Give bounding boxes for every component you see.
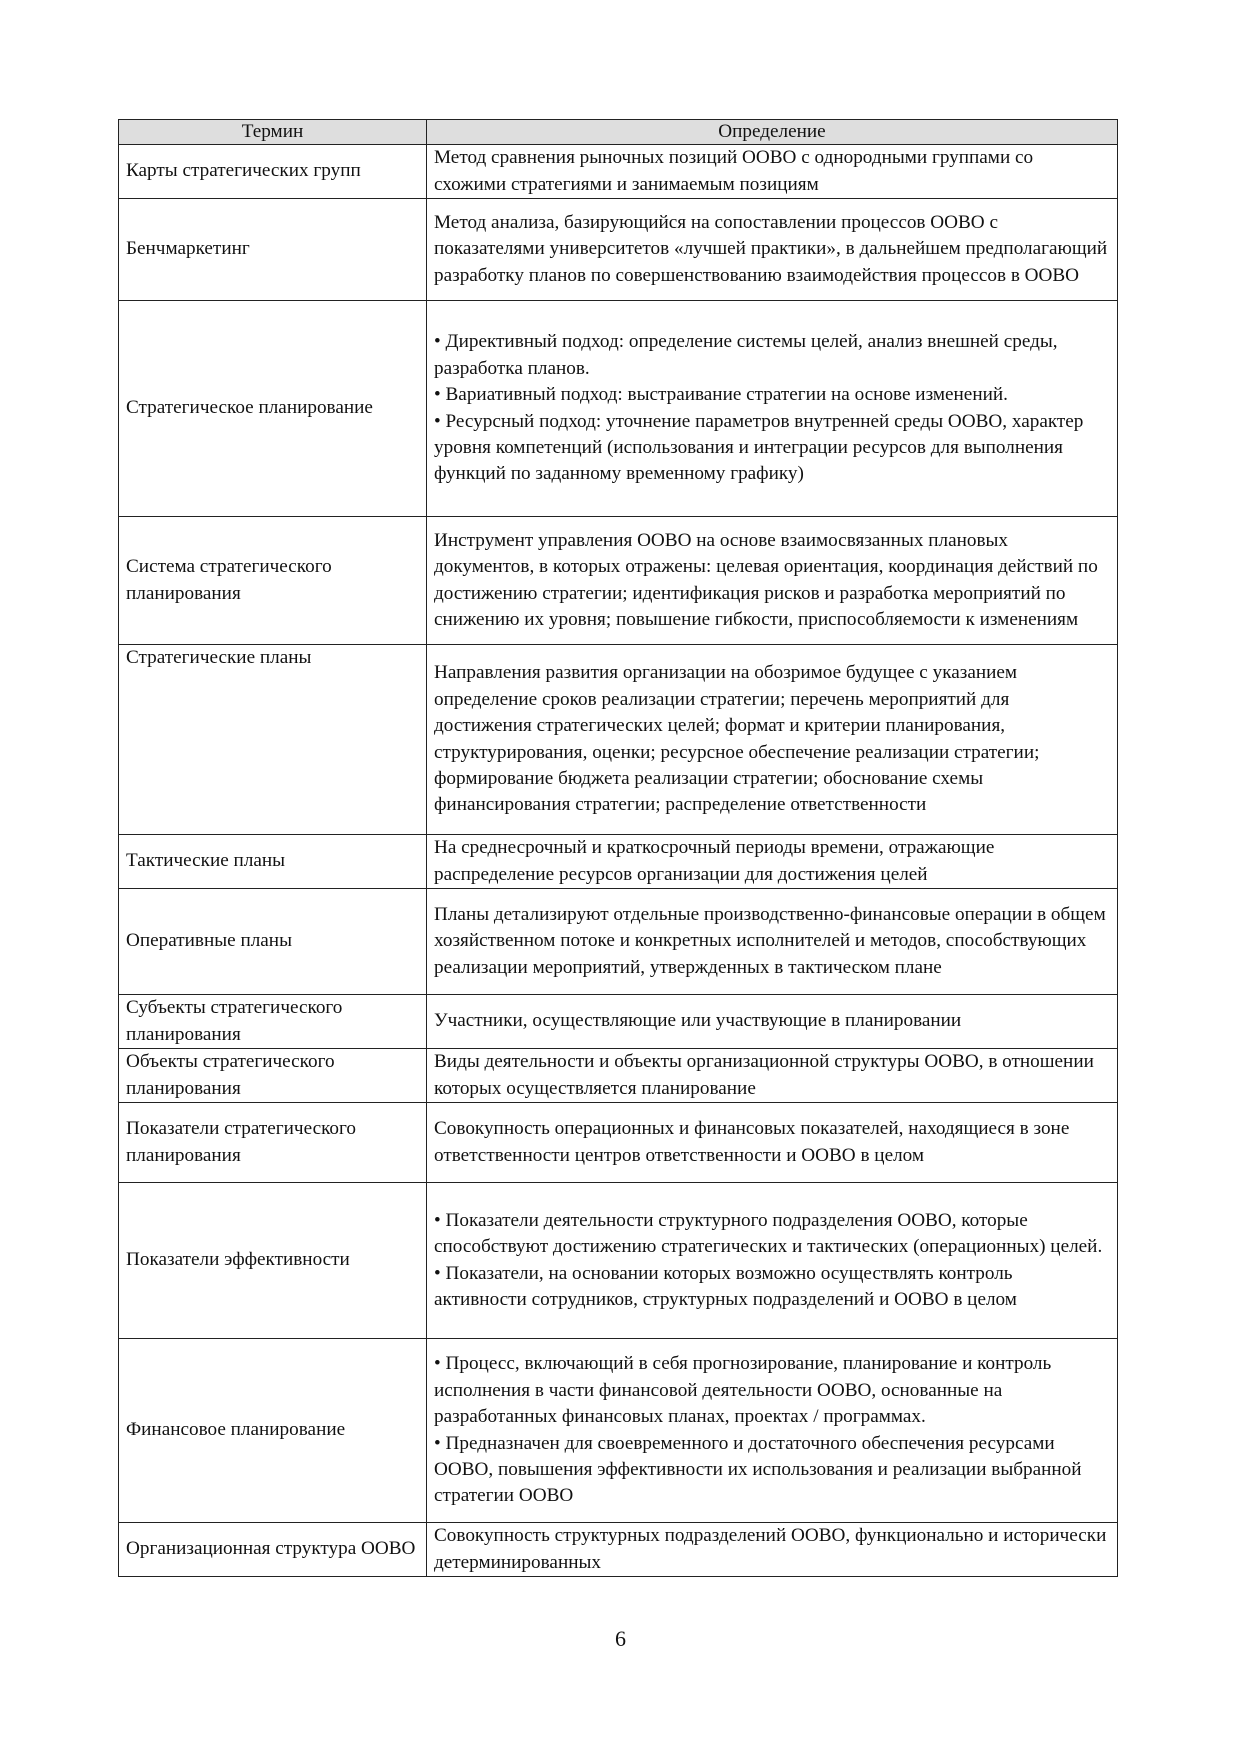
term-cell: Показатели стратегического планирования <box>119 1103 427 1183</box>
definition-bullet: • Вариативный подход: выстраивание стратегии на основе изменений. <box>434 384 1008 406</box>
definition-text: На среднесрочный и краткосрочный периоды времени, отражающие распределение ресурсов организации для достижения целей <box>434 837 995 885</box>
term-cell: Карты стратегических групп <box>119 145 427 199</box>
definition-text: Совокупность структурных подразделений ООВО, функционально и исторически детерминированных <box>434 1525 1107 1573</box>
term-cell: Организационная структура ООВО <box>119 1523 427 1577</box>
definition-text: Метод анализа, базирующийся на сопоставлении процессов ООВО с показателями университетов «лучшей практики», в дальнейшем предполагающий разработку планов по совершенствованию взаимодействия процессов в ООВО <box>434 211 1108 286</box>
glossary-table <box>118 119 1118 1577</box>
definition-text: Инструмент управления ООВО на основе взаимосвязанных плановых документов, в которых отражены: целевая ориентация, координация действий по достижению стратегии; идентификация рисков и разработка мероприятий по снижению их уровня; повышение гибкости, приспособляемости к изменениям <box>434 529 1098 630</box>
table-row <box>119 1103 1118 1183</box>
table-row <box>119 145 1118 199</box>
term-cell: Показатели эффективности <box>119 1183 427 1339</box>
definition-bullet: • Процесс, включающий в себя прогнозирование, планирование и контроль исполнения в части финансовой деятельности ООВО, основанные на разработанных финансовых планах, проектах / программах. <box>434 1353 1052 1428</box>
header-definition: Определение <box>427 120 1118 145</box>
term-cell: Объекты стратегического планирования <box>119 1049 427 1103</box>
table-row <box>119 1339 1118 1523</box>
table-row <box>119 835 1118 889</box>
definition-cell <box>427 1183 1118 1339</box>
term-cell: Стратегическое планирование <box>119 301 427 517</box>
definition-cell <box>427 517 1118 645</box>
table-row <box>119 1049 1118 1103</box>
page-number: 6 <box>615 1626 626 1651</box>
definition-text: Направления развития организации на обозримое будущее с указанием определение сроков реализации стратегии; перечень мероприятий для достижения стратегических целей; формат и критерии планирования, структурирования, оценки; ресурсное обеспечение реализации стратегии; формирование бюджета реализации стратегии; обоснование схемы финансирования стратегии; распределение ответственности <box>434 662 1040 816</box>
term-cell: Система стратегического планирования <box>119 517 427 645</box>
table-row <box>119 517 1118 645</box>
table-row <box>119 1183 1118 1339</box>
definition-cell <box>427 301 1118 517</box>
term-cell: Финансовое планирование <box>119 1339 427 1523</box>
table-row <box>119 199 1118 301</box>
definition-text: Метод сравнения рыночных позиций ООВО с однородными группами со схожими стратегиями и занимаемым позициям <box>434 147 1034 195</box>
definition-text: Виды деятельности и объекты организационной структуры ООВО, в отношении которых осуществляется планирование <box>434 1051 1094 1099</box>
table-header-row <box>119 120 1118 145</box>
table-row <box>119 301 1118 517</box>
definition-cell <box>427 199 1118 301</box>
definition-bullet: • Предназначен для своевременного и достаточного обеспечения ресурсами ООВО, повышения эффективности их использования и реализации выбранной стратегии ООВО <box>434 1432 1082 1507</box>
definition-text: Планы детализируют отдельные производственно-финансовые операции в общем хозяйственном потоке и конкретных исполнителей и методов, способствующих реализации мероприятий, утвержденных в тактическом плане <box>434 903 1106 978</box>
term-cell: Стратегические планы <box>119 645 427 835</box>
table-row <box>119 995 1118 1049</box>
definition-cell <box>427 1523 1118 1577</box>
definition-cell <box>427 995 1118 1049</box>
term-cell: Оперативные планы <box>119 889 427 995</box>
term-cell: Субъекты стратегического планирования <box>119 995 427 1049</box>
term-cell: Бенчмаркетинг <box>119 199 427 301</box>
definition-bullet: • Ресурсный подход: уточнение параметров внутренней среды ООВО, характер уровня компетенций (использования и интеграции ресурсов для выполнения функций по заданному временному графику) <box>434 410 1084 485</box>
definition-cell <box>427 835 1118 889</box>
definition-cell <box>427 1339 1118 1523</box>
definition-cell <box>427 1103 1118 1183</box>
definition-cell <box>427 1049 1118 1103</box>
definition-bullet: • Директивный подход: определение системы целей, анализ внешней среды, разработка планов. <box>434 331 1058 379</box>
definition-cell <box>427 645 1118 835</box>
definition-bullet: • Показатели, на основании которых возможно осуществлять контроль активности сотрудников, структурных подразделений и ООВО в целом <box>434 1262 1017 1310</box>
definition-cell <box>427 145 1118 199</box>
definition-cell <box>427 889 1118 995</box>
definition-bullet: • Показатели деятельности структурного подразделения ООВО, которые способствуют достижению стратегических и тактических (операционных) целей. <box>434 1209 1103 1258</box>
definition-text: Совокупность операционных и финансовых показателей, находящиеся в зоне ответственности центров ответственности и ООВО в целом <box>434 1118 1070 1166</box>
table-row <box>119 645 1118 835</box>
table-row <box>119 1523 1118 1577</box>
table-row <box>119 889 1118 995</box>
header-term: Термин <box>119 120 427 145</box>
term-cell: Тактические планы <box>119 835 427 889</box>
definition-text: Участники, осуществляющие или участвующие в планировании <box>434 1010 962 1032</box>
